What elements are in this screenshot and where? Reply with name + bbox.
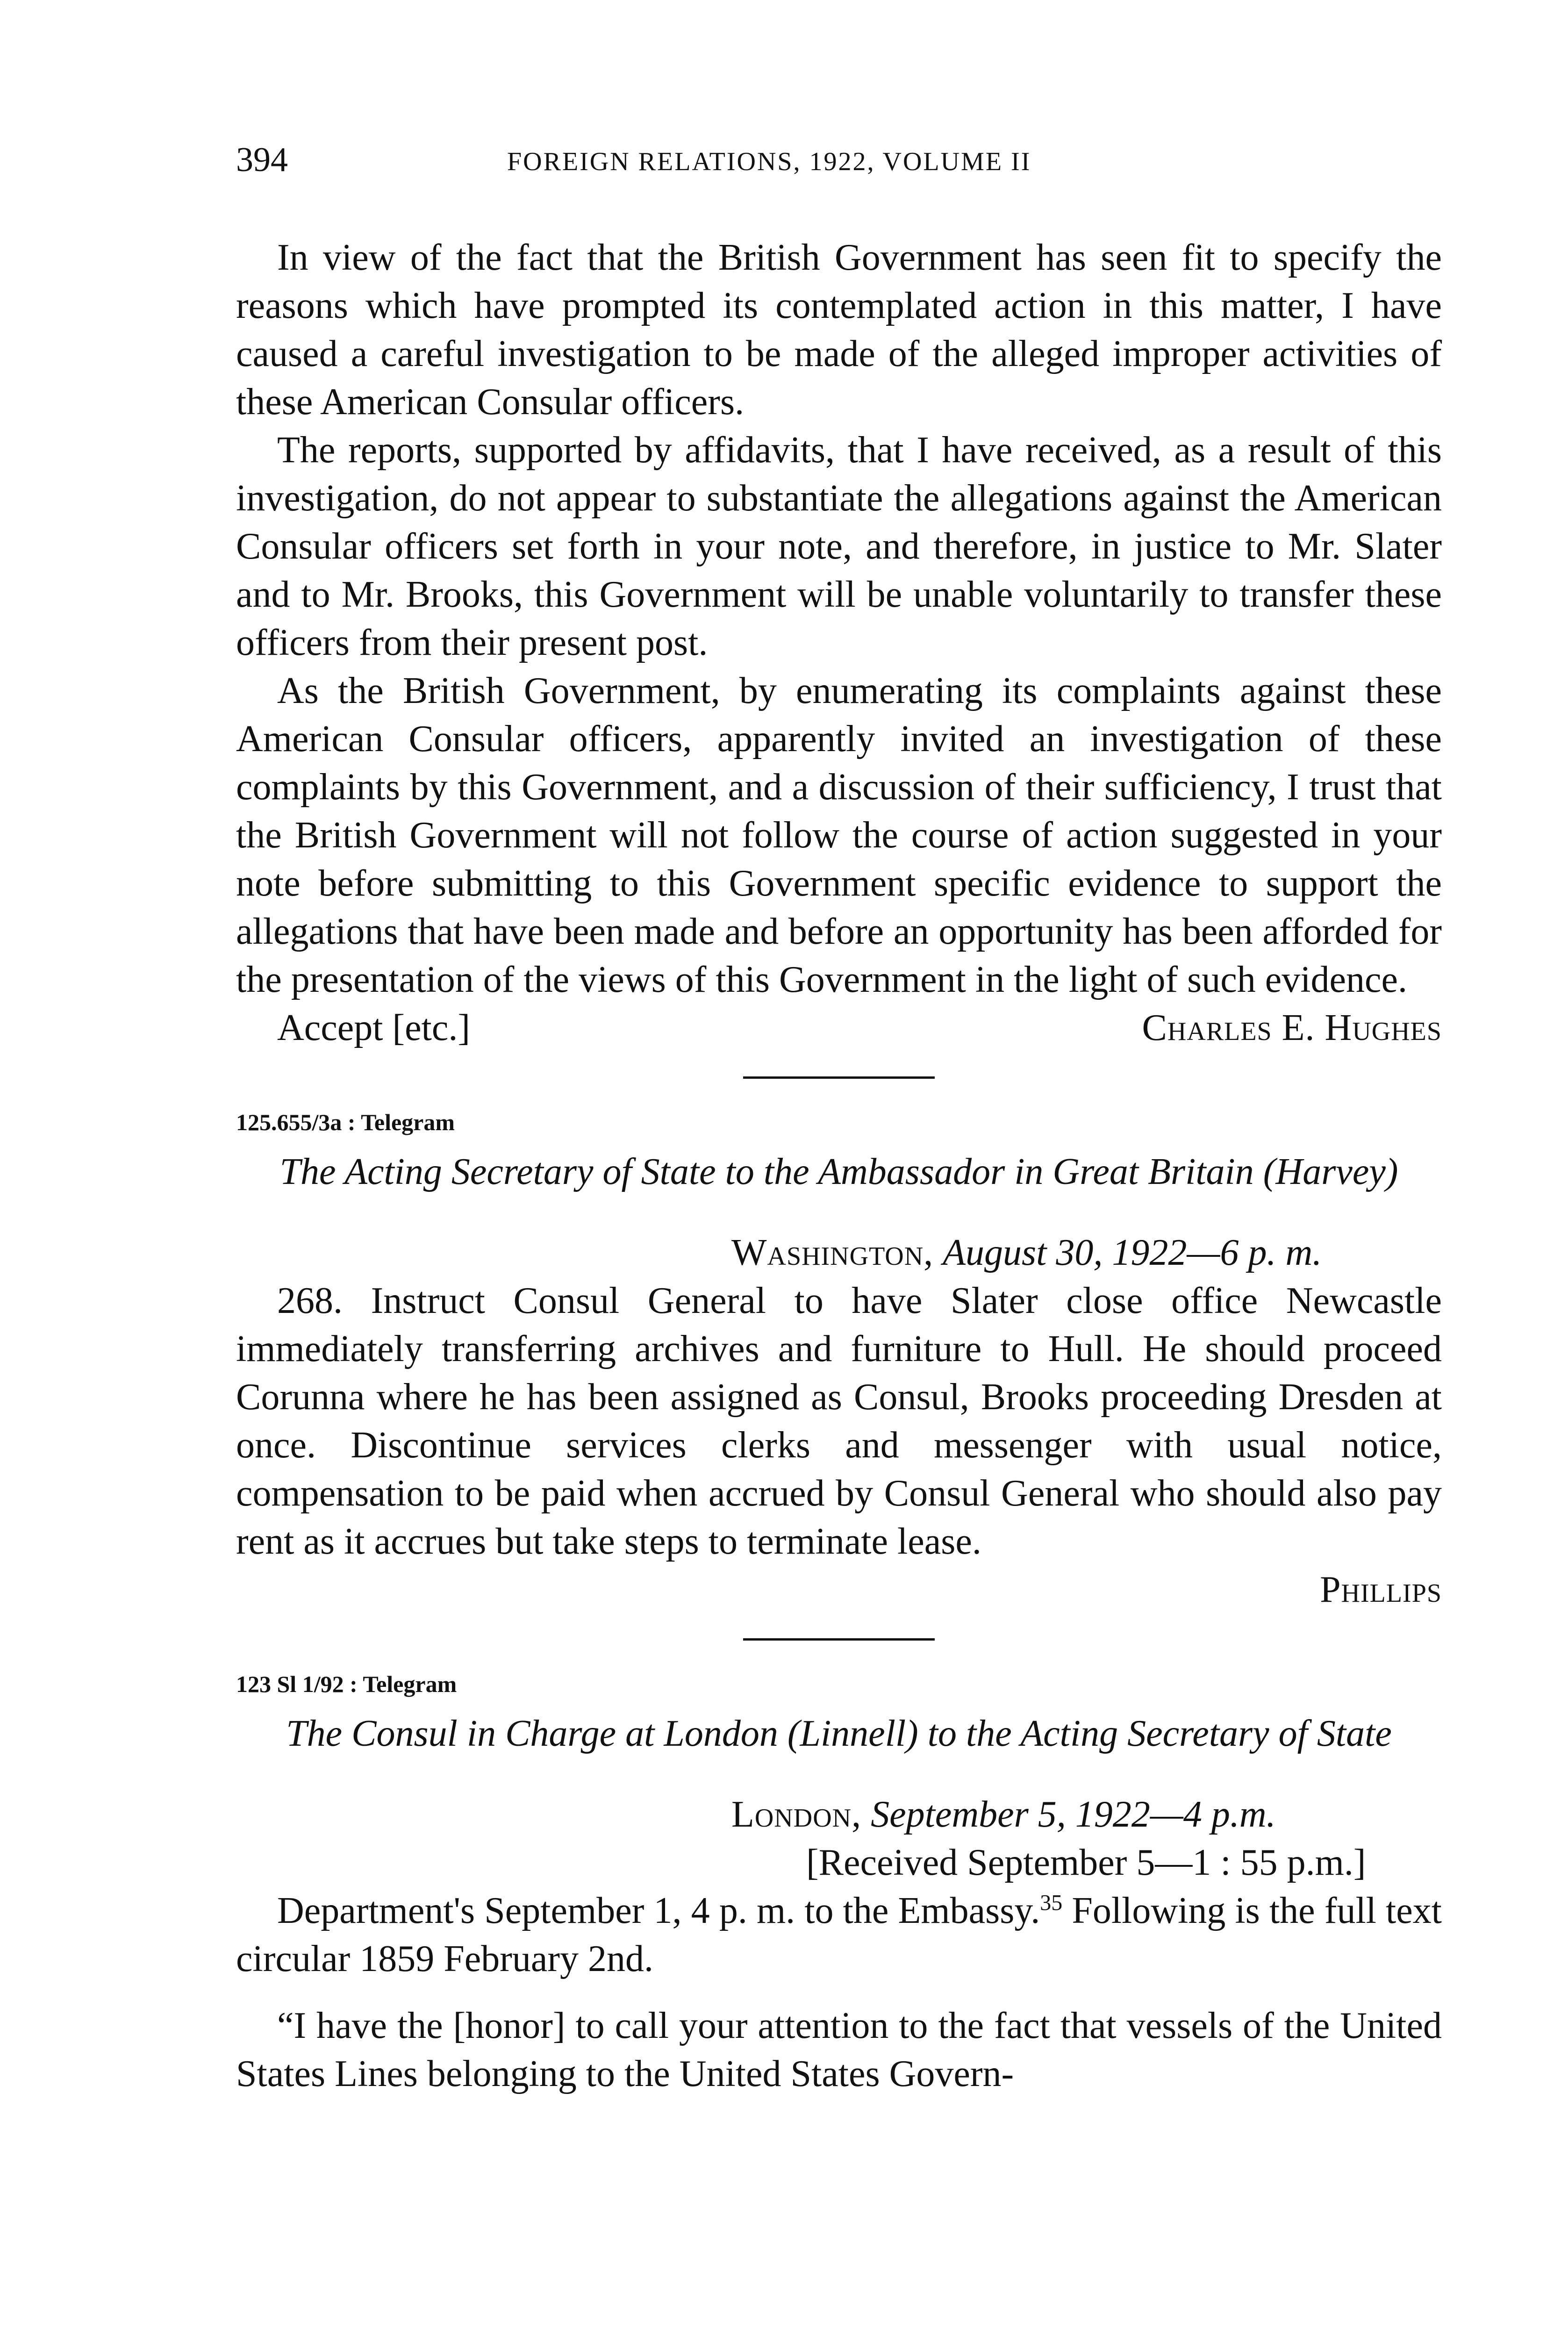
- telegram2-title: The Consul in Charge at London (Linnell) to the Acting Secretary of State: [286, 1713, 1392, 1754]
- telegram1-signature: Phillips: [1320, 1569, 1442, 1610]
- letter-paragraph-2: The reports, supported by affidavits, that I have received, as a result of this investigation, do not appear to substantiate the allegations against the American Consular officers set forth in your note, and therefore, in justice to Mr. Slater and to Mr. Brooks, this Government will be unable voluntarily to transfer these officers from their present post.: [236, 430, 1442, 663]
- letter-signature: Charles E. Hughes: [1142, 1007, 1442, 1048]
- footnote-reference: 35: [1040, 1890, 1063, 1915]
- letter-paragraph-3: As the British Government, by enumerating its complaints against these American Consular officers, apparently invited an investigation of these complaints by this Government, and a discussion of their sufficiency, I trust that the British Government will not follow the course of action suggested in your note before submitting to this Government specific evidence to support the allegations that have been made and before an opportunity has been afforded for the presentation of the views of this Government in the light of such evidence.: [236, 670, 1442, 1000]
- telegram1-body: 268. Instruct Consul General to have Slater close office Newcastle immediately transferring archives and furniture to Hull. He should proceed Corunna where he has been assigned as Consul, Brooks proceeding Dresden at once. Discontinue services clerks and messenger with usual notice, compensation to be paid when accrued by Consul General who should also pay rent as it accrues but take steps to terminate lease.: [236, 1280, 1442, 1562]
- telegram2-place: London,: [731, 1794, 862, 1835]
- telegram2-quote: “I have the [honor] to call your attention to the fact that vessels of the United States Lines belonging to the United States Govern-: [236, 2005, 1442, 2094]
- telegram2-file-ref: 123 Sl 1/92 : Telegram: [236, 1671, 457, 1697]
- telegram2-date: September 5, 1922—4 p.m.: [871, 1794, 1276, 1835]
- running-title: FOREIGN RELATIONS, 1922, VOLUME II: [507, 147, 1031, 176]
- telegram2-body-text: Department's September 1, 4 p. m. to the Embassy.: [277, 1890, 1040, 1931]
- letter-paragraph-1: In view of the fact that the British Government has seen fit to specify the reasons which have prompted its contemplated action in this matter, I have caused a careful investigation to be made of the alleged improper activities of these American Consular officers.: [236, 237, 1442, 423]
- telegram2-dateline: [236, 1791, 1442, 1839]
- section-divider: [743, 1076, 935, 1079]
- telegram1-file-ref: 125.655/3a : Telegram: [236, 1109, 455, 1135]
- telegram2-body-continued: Following is the full text circular 1859 February 2nd.: [236, 1890, 1442, 1979]
- page-body: [236, 234, 1442, 2098]
- section-divider: [743, 1638, 935, 1641]
- letter-closing: Accept [etc.]: [277, 1007, 471, 1048]
- telegram1-place: Washington,: [731, 1232, 934, 1273]
- telegram1-date: August 30, 1922—6 p. m.: [943, 1232, 1322, 1273]
- telegram1-dateline: [236, 1229, 1442, 1277]
- telegram2-received: [Received September 5—1 : 55 p.m.]: [806, 1842, 1366, 1883]
- page-header: [236, 140, 1442, 187]
- letter-closing-line: [236, 1004, 1442, 1052]
- spacer: [236, 1983, 1442, 2002]
- telegram1-title: The Acting Secretary of State to the Ambassador in Great Britain (Harvey): [279, 1151, 1398, 1192]
- telegram2-body: [236, 1887, 1442, 1983]
- page-number: 394: [236, 141, 288, 179]
